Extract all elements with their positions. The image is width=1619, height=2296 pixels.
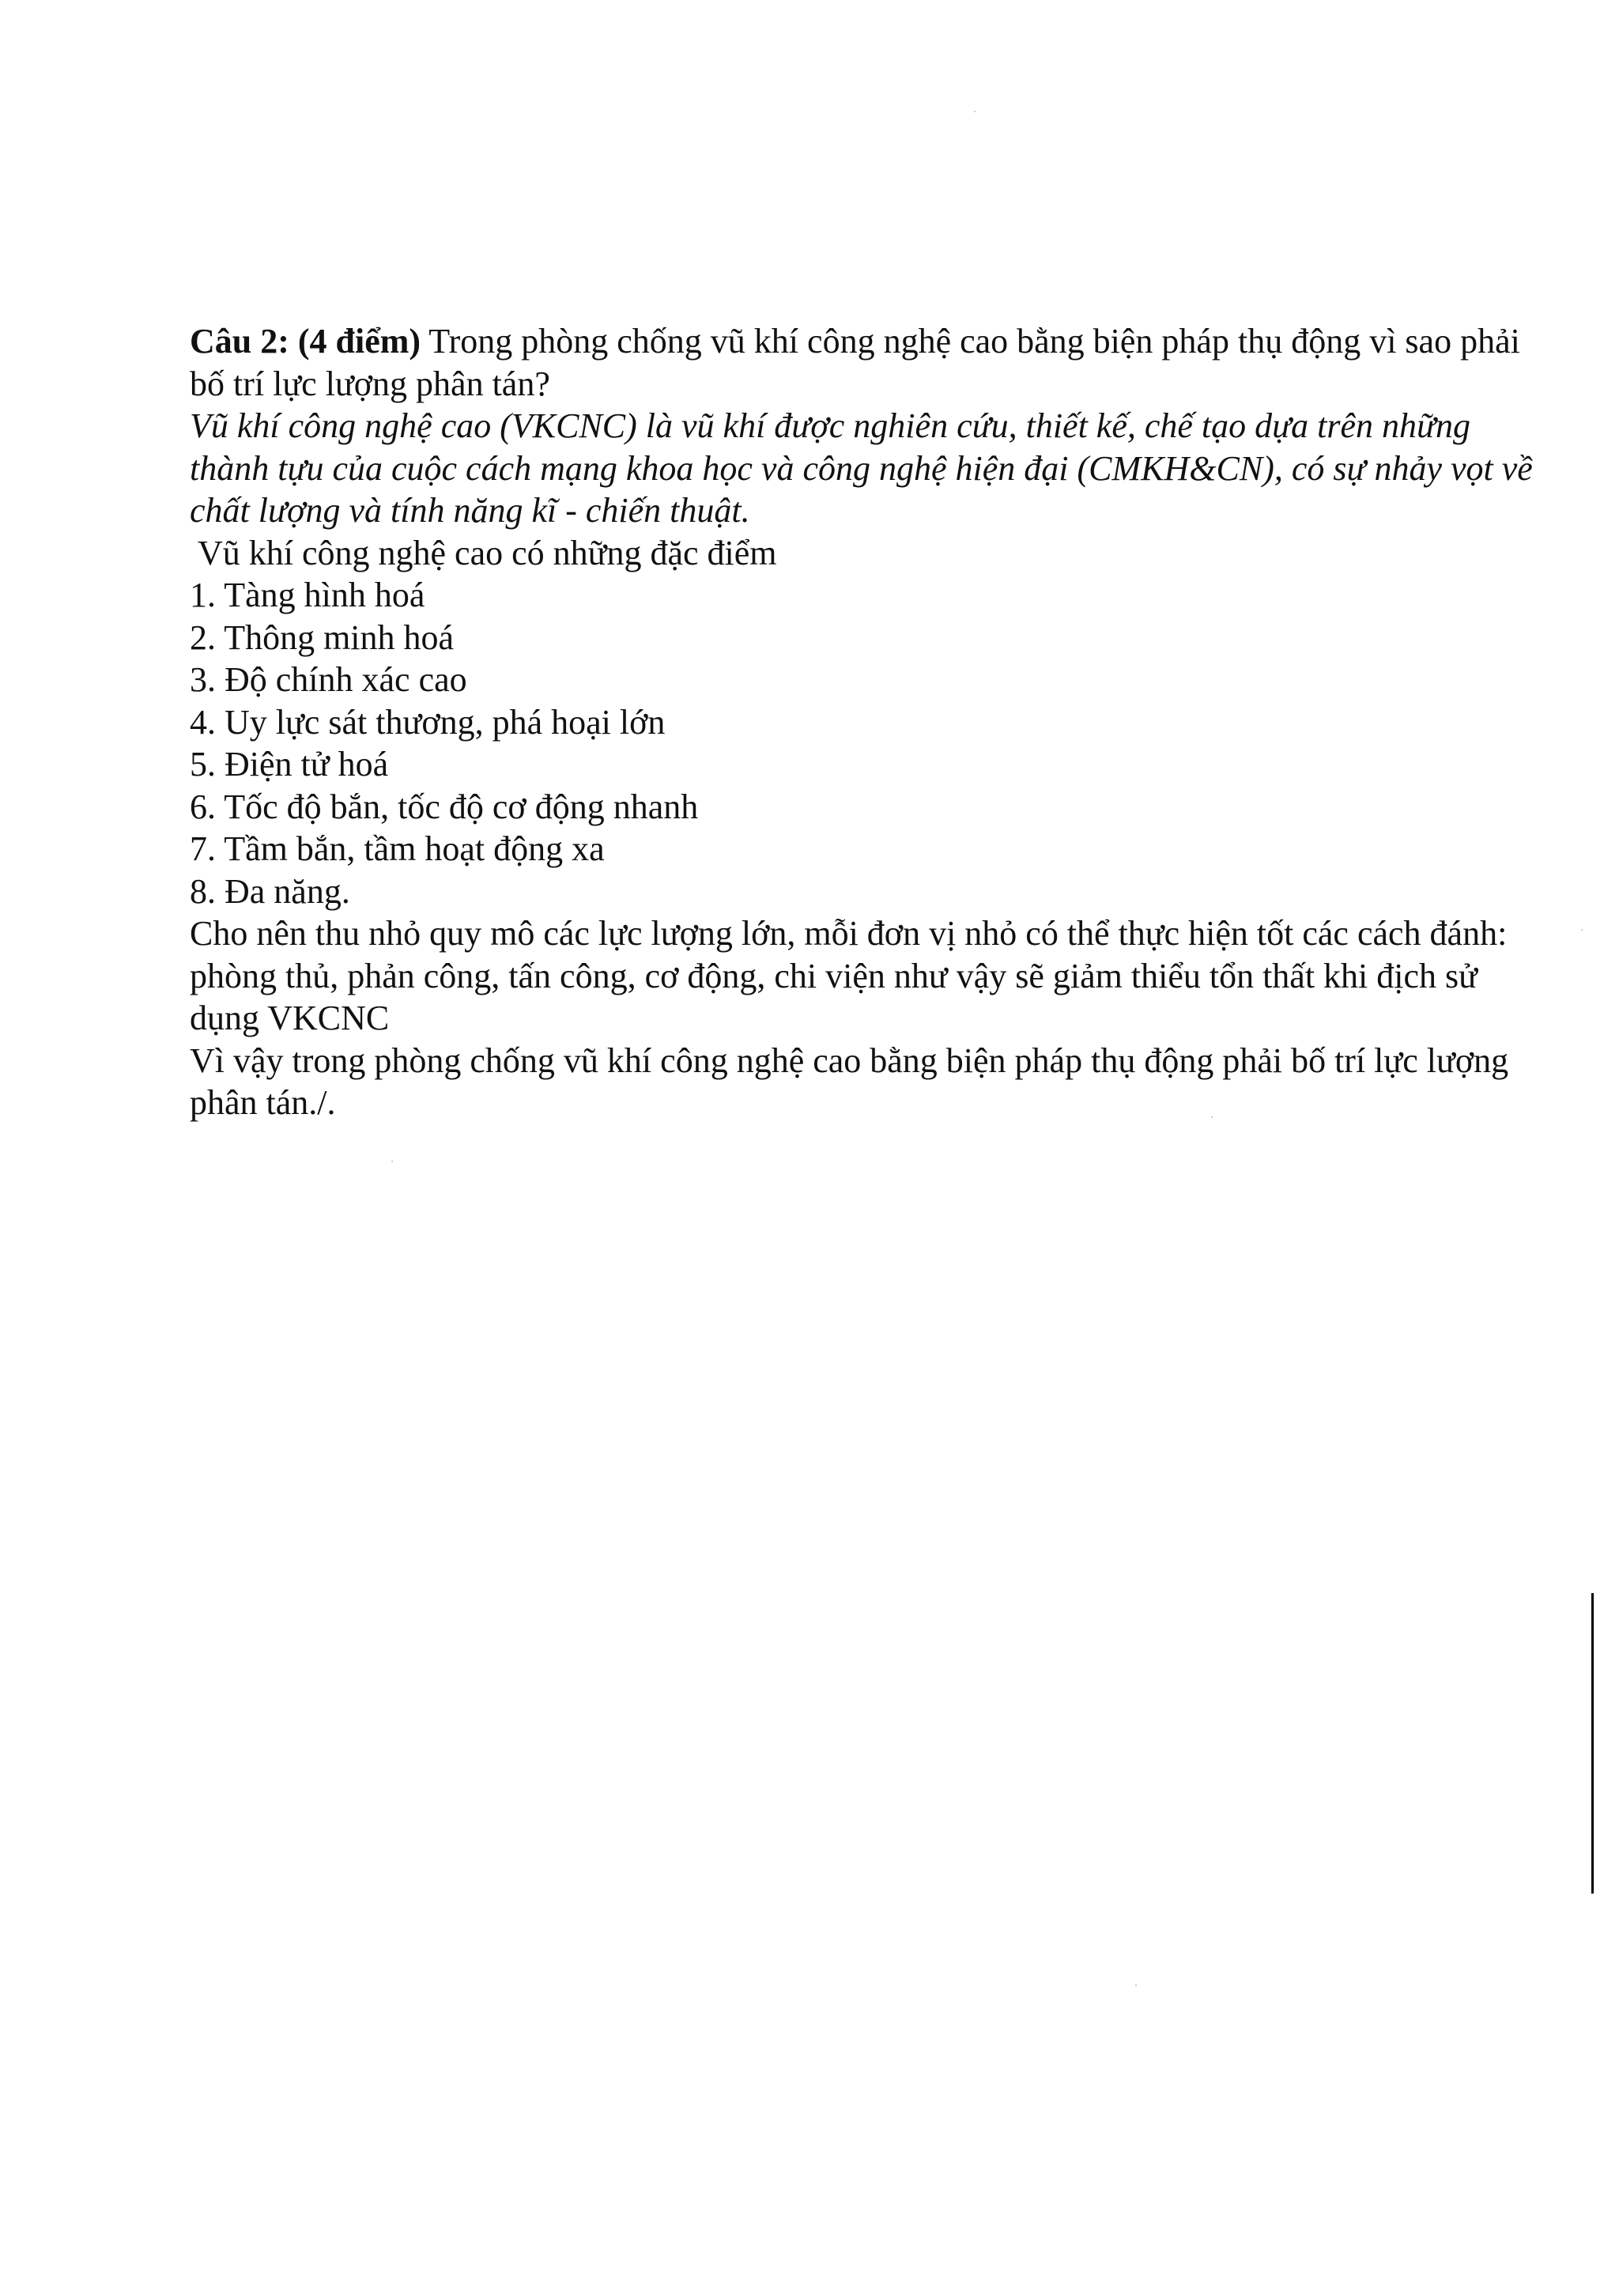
feature-item: 4. Uy lực sát thương, phá hoại lớn <box>190 702 666 742</box>
feature-item: 2. Thông minh hoá <box>190 617 455 657</box>
scan-speck <box>974 111 976 112</box>
scan-speck <box>1581 929 1583 931</box>
question-label: Câu 2: (4 điểm) <box>190 322 421 361</box>
feature-item: 1. Tàng hình hoá <box>190 576 425 614</box>
features-intro: Vũ khí công nghệ cao có những đặc điểm <box>198 533 777 572</box>
features-list <box>190 574 1534 912</box>
feature-item: 7. Tầm bắn, tầm hoạt động xa <box>190 829 605 868</box>
conclusion-paragraph: Vì vậy trong phòng chống vũ khí công nghệ cao bằng biện pháp thụ động phải bố trí lực lượng phân tán./. <box>190 1040 1509 1122</box>
definition-paragraph: Vũ khí công nghệ cao (VKCNC) là vũ khí được nghiên cứu, thiết kế, chế tạo dựa trên những thành tựu của cuộc cách mạng khoa học và công nghệ hiện đại (CMKH&CN), có sự nhảy vọt về chất lượng và tính năng kĩ - chiến thuật. <box>190 406 1533 530</box>
scan-speck <box>1211 1116 1213 1118</box>
feature-item: 8. Đa năng. <box>190 871 350 911</box>
answer-content <box>190 320 1534 1124</box>
scan-edge-line <box>1591 1593 1594 1894</box>
feature-item: 6. Tốc độ bắn, tốc độ cơ động nhanh <box>190 787 699 826</box>
question-paragraph <box>190 320 1534 405</box>
scan-speck <box>391 1161 393 1162</box>
explanation-paragraph: Cho nên thu nhỏ quy mô các lực lượng lớn, mỗi đơn vị nhỏ có thể thực hiện tốt các cách đánh: phòng thủ, phản công, tấn công, cơ động, chi viện như vậy sẽ giảm thiểu tổn thất khi địch sử dụng VKCNC <box>190 914 1508 1037</box>
scan-speck <box>1135 1984 1137 1986</box>
feature-item: 5. Điện tử hoá <box>190 745 389 784</box>
feature-item: 3. Độ chính xác cao <box>190 660 467 699</box>
question-text: Trong phòng chống vũ khí công nghệ cao bằng biện pháp thụ động vì sao phải bố trí lực lượng phân tán? <box>190 322 1520 403</box>
